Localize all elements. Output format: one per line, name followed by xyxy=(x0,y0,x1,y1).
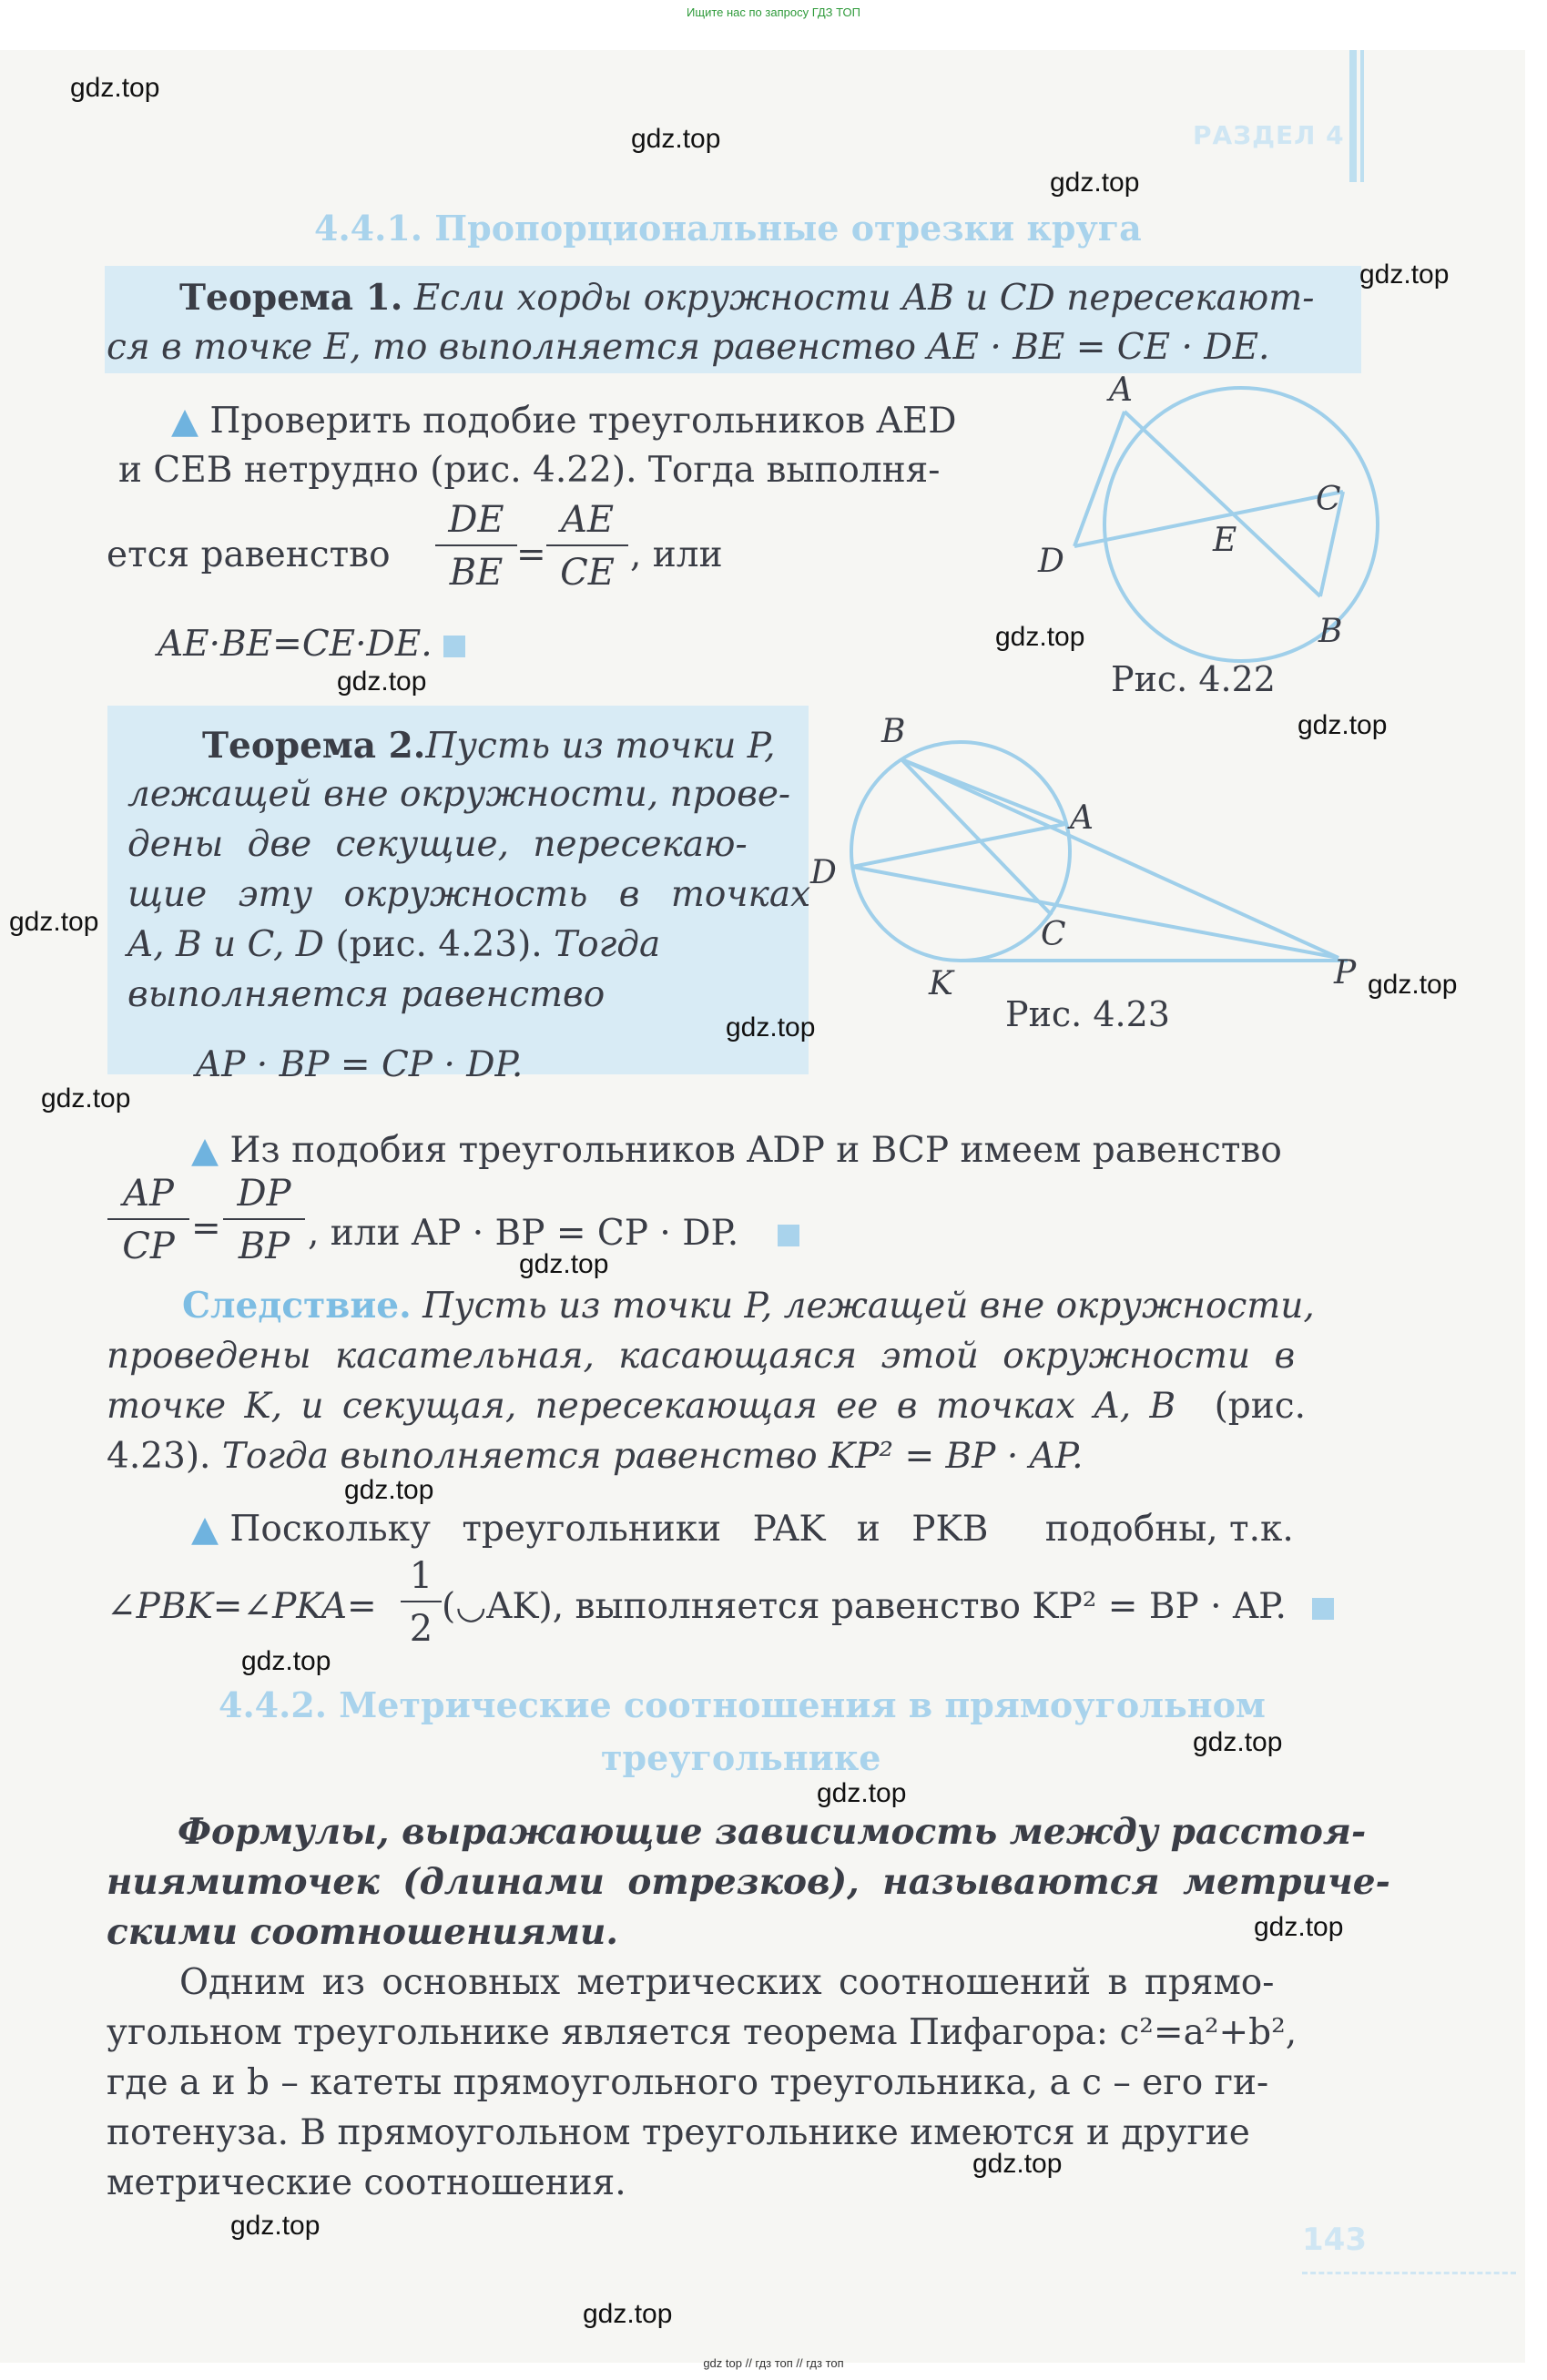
theorem2-line5 xyxy=(127,924,661,965)
frac-numerator: DP xyxy=(223,1173,305,1220)
proof-start-icon: ▲ xyxy=(171,401,198,442)
proof-end-icon xyxy=(1312,1598,1334,1620)
proof1-line2: и CEB нетрудно (рис. 4.22). Тогда выполня- xyxy=(118,450,941,491)
proof-end-icon xyxy=(778,1225,799,1246)
watermark: gdz.top xyxy=(519,1249,609,1279)
watermark: gdz.top xyxy=(726,1012,816,1043)
corollary-text3: точке K, и секущая, пересекающая ее в точках A, B xyxy=(107,1386,1176,1427)
label-D: D xyxy=(1038,543,1064,580)
proof-start-icon: ▲ xyxy=(191,1509,219,1550)
corollary-figref2: 4.23). xyxy=(107,1436,222,1477)
label-C: C xyxy=(1316,481,1341,518)
theorem2-line6: выполняется равенство xyxy=(127,974,606,1015)
proof1-line4 xyxy=(158,624,465,665)
label-E: E xyxy=(1213,522,1237,559)
label-A: A xyxy=(1070,799,1094,837)
chord-AD xyxy=(1074,412,1125,546)
watermark: gdz.top xyxy=(9,907,99,937)
theorem2-line2: лежащей вне окружности, прове- xyxy=(127,774,791,815)
section-tag: РАЗДЕЛ 4 xyxy=(1193,120,1345,150)
section-title-442-line2: треугольнике xyxy=(601,1737,881,1778)
frac-denominator: BE xyxy=(449,552,504,594)
proof1-text1: Проверить подобие треугольников AED xyxy=(209,401,957,442)
proof-start-icon: ▲ xyxy=(191,1130,219,1171)
proof3-text2: (◡AK), выполняется равенство KP² = BP · AP. xyxy=(442,1586,1287,1627)
theorem1-line1 xyxy=(179,277,1315,319)
figure-4-22-caption: Рис. 4.22 xyxy=(1111,659,1276,699)
paragraph-line5: метрические соотношения. xyxy=(107,2162,626,2203)
proof-end-icon xyxy=(443,636,465,657)
paragraph-line1: Одним из основных метрических соотношений в прямо- xyxy=(179,1962,1275,2003)
label-K: K xyxy=(929,965,953,1002)
watermark: gdz.top xyxy=(241,1646,331,1676)
corollary-line1 xyxy=(182,1285,1315,1327)
watermark: gdz.top xyxy=(583,2299,673,2329)
figure-4-23 xyxy=(801,710,1384,1011)
label-A: A xyxy=(1109,371,1133,409)
proof1-fraction2 xyxy=(546,499,628,594)
label-B: B xyxy=(881,713,906,750)
figure-4-23-caption: Рис. 4.23 xyxy=(1005,994,1170,1034)
proof1-equality: AE·BE=CE·DE. xyxy=(158,624,433,665)
frac-denominator: CP xyxy=(122,1226,175,1267)
label-P: P xyxy=(1334,954,1357,992)
watermark: gdz.top xyxy=(70,73,160,103)
secant-DP xyxy=(852,867,1338,958)
theorem2-points: A, B и C, D xyxy=(127,924,325,965)
equals-sign: = xyxy=(516,534,546,575)
proof2-fraction2 xyxy=(223,1173,305,1267)
proof3-text1: Поскольку треугольники PAK и PKB xyxy=(229,1509,989,1550)
segment-BA xyxy=(901,759,1065,824)
equals-sign: = xyxy=(191,1208,221,1249)
watermark: gdz.top xyxy=(1050,168,1140,198)
watermark: gdz.top xyxy=(1359,259,1450,290)
header-bar-thin xyxy=(1360,50,1364,182)
theorem1-text1: Если хорды окружности AB и CD пересекают- xyxy=(413,278,1315,319)
frac-denominator: BP xyxy=(238,1226,290,1267)
corollary-figref: (рис. xyxy=(1214,1386,1306,1427)
watermark: gdz.top xyxy=(337,666,427,697)
header-bar xyxy=(1349,50,1357,182)
proof2-fraction1 xyxy=(107,1173,189,1267)
label-C: C xyxy=(1041,916,1066,953)
theorem2-then: Тогда xyxy=(554,924,661,965)
watermark: gdz.top xyxy=(344,1475,434,1505)
frac-numerator: 1 xyxy=(401,1555,442,1602)
segment-DA xyxy=(852,824,1065,867)
theorem1-label: Теорема 1. xyxy=(179,277,403,319)
watermark: gdz.top xyxy=(631,124,721,154)
circle xyxy=(851,742,1070,961)
frac-denominator: CE xyxy=(560,552,615,594)
watermark: gdz.top xyxy=(41,1083,131,1114)
proof1-line3-post: , или xyxy=(630,534,723,575)
theorem2-line4: щие эту окружность в точках xyxy=(127,874,811,915)
paragraph-line2: угольном треугольнике является теорема Пифагора: c²=a²+b², xyxy=(107,2012,1298,2053)
section-title-442: 4.4.2. Метрические соотношения в прямоугольном xyxy=(219,1684,1266,1725)
theorem2-figref: (рис. 4.23). xyxy=(324,924,555,965)
bottom-note: gdz top // гдз топ // гдз топ xyxy=(703,2356,844,2370)
proof2-line1 xyxy=(191,1130,1282,1171)
watermark: gdz.top xyxy=(230,2211,321,2241)
proof3-line2-pre: ∠PBK=∠PKA= xyxy=(107,1586,377,1627)
proof3-line2 xyxy=(442,1586,1334,1627)
watermark: gdz.top xyxy=(1298,710,1388,740)
corollary-line3 xyxy=(107,1386,1306,1427)
corollary-line4 xyxy=(107,1436,1084,1477)
theorem2-line7: AP · BP = CP · DP. xyxy=(196,1044,524,1085)
frac-denominator: 2 xyxy=(409,1608,433,1650)
watermark: gdz.top xyxy=(995,622,1085,652)
paragraph-line4: потенуза. В прямоугольном треугольнике имеются и другие xyxy=(107,2112,1250,2153)
chord-DC xyxy=(1074,492,1343,546)
proof1-fraction1 xyxy=(435,499,517,594)
theorem2-line3: дены две секущие, пересекаю- xyxy=(127,824,748,865)
top-note: Ищите нас по запросу ГДЗ ТОП xyxy=(687,5,860,19)
proof2-text2: , или AP · BP = CP · DP. xyxy=(308,1213,739,1254)
label-D: D xyxy=(810,854,837,891)
definition-line3: скими соотношениями. xyxy=(107,1911,618,1953)
page-number-dashes xyxy=(1302,2272,1516,2274)
label-B: B xyxy=(1318,613,1343,650)
definition-line2: ниямиточек (длинами отрезков), называются метриче- xyxy=(107,1861,1390,1903)
theorem2-line1 xyxy=(202,725,785,767)
corollary-text1: Пусть из точки P, лежащей вне окружности, xyxy=(422,1286,1315,1327)
theorem2-label: Теорема 2. xyxy=(202,725,426,767)
paragraph-line3: где a и b – катеты прямоугольного треугольника, а c – его ги- xyxy=(107,2062,1269,2103)
proof2-text1: Из подобия треугольников ADP и BCP имеем равенство xyxy=(229,1130,1282,1171)
definition-line1: Формулы, выражающие зависимость между расстоя- xyxy=(178,1811,1367,1853)
theorem2-text1: Пусть из точки P, xyxy=(425,726,776,767)
watermark: gdz.top xyxy=(1254,1912,1344,1942)
proof3-text1b: подобны, т.к. xyxy=(1044,1509,1294,1550)
watermark: gdz.top xyxy=(817,1778,907,1808)
watermark: gdz.top xyxy=(1193,1727,1283,1757)
frac-numerator: AP xyxy=(107,1173,189,1220)
proof2-line2 xyxy=(308,1213,799,1254)
proof1-line1 xyxy=(171,401,957,442)
watermark: gdz.top xyxy=(1368,970,1458,1000)
frac-numerator: AE xyxy=(546,499,628,546)
theorem1-line2: ся в точке E, то выполняется равенство AE · BE = CE · DE. xyxy=(107,327,1270,368)
corollary-line2: проведены касательная, касающаяся этой окружности в xyxy=(107,1336,1296,1377)
proof3-line1 xyxy=(191,1509,1294,1550)
proof3-fraction xyxy=(401,1555,442,1650)
page-number: 143 xyxy=(1302,2222,1367,2258)
frac-numerator: DE xyxy=(435,499,517,546)
proof1-line3-pre: ется равенство xyxy=(107,534,391,575)
section-title-441: 4.4.1. Пропорциональные отрезки круга xyxy=(314,208,1142,249)
secant-BP xyxy=(901,759,1338,958)
watermark: gdz.top xyxy=(972,2149,1063,2179)
corollary-text4: Тогда выполняется равенство KP² = BP · AP. xyxy=(221,1436,1084,1477)
corollary-label: Следствие. xyxy=(182,1285,412,1327)
